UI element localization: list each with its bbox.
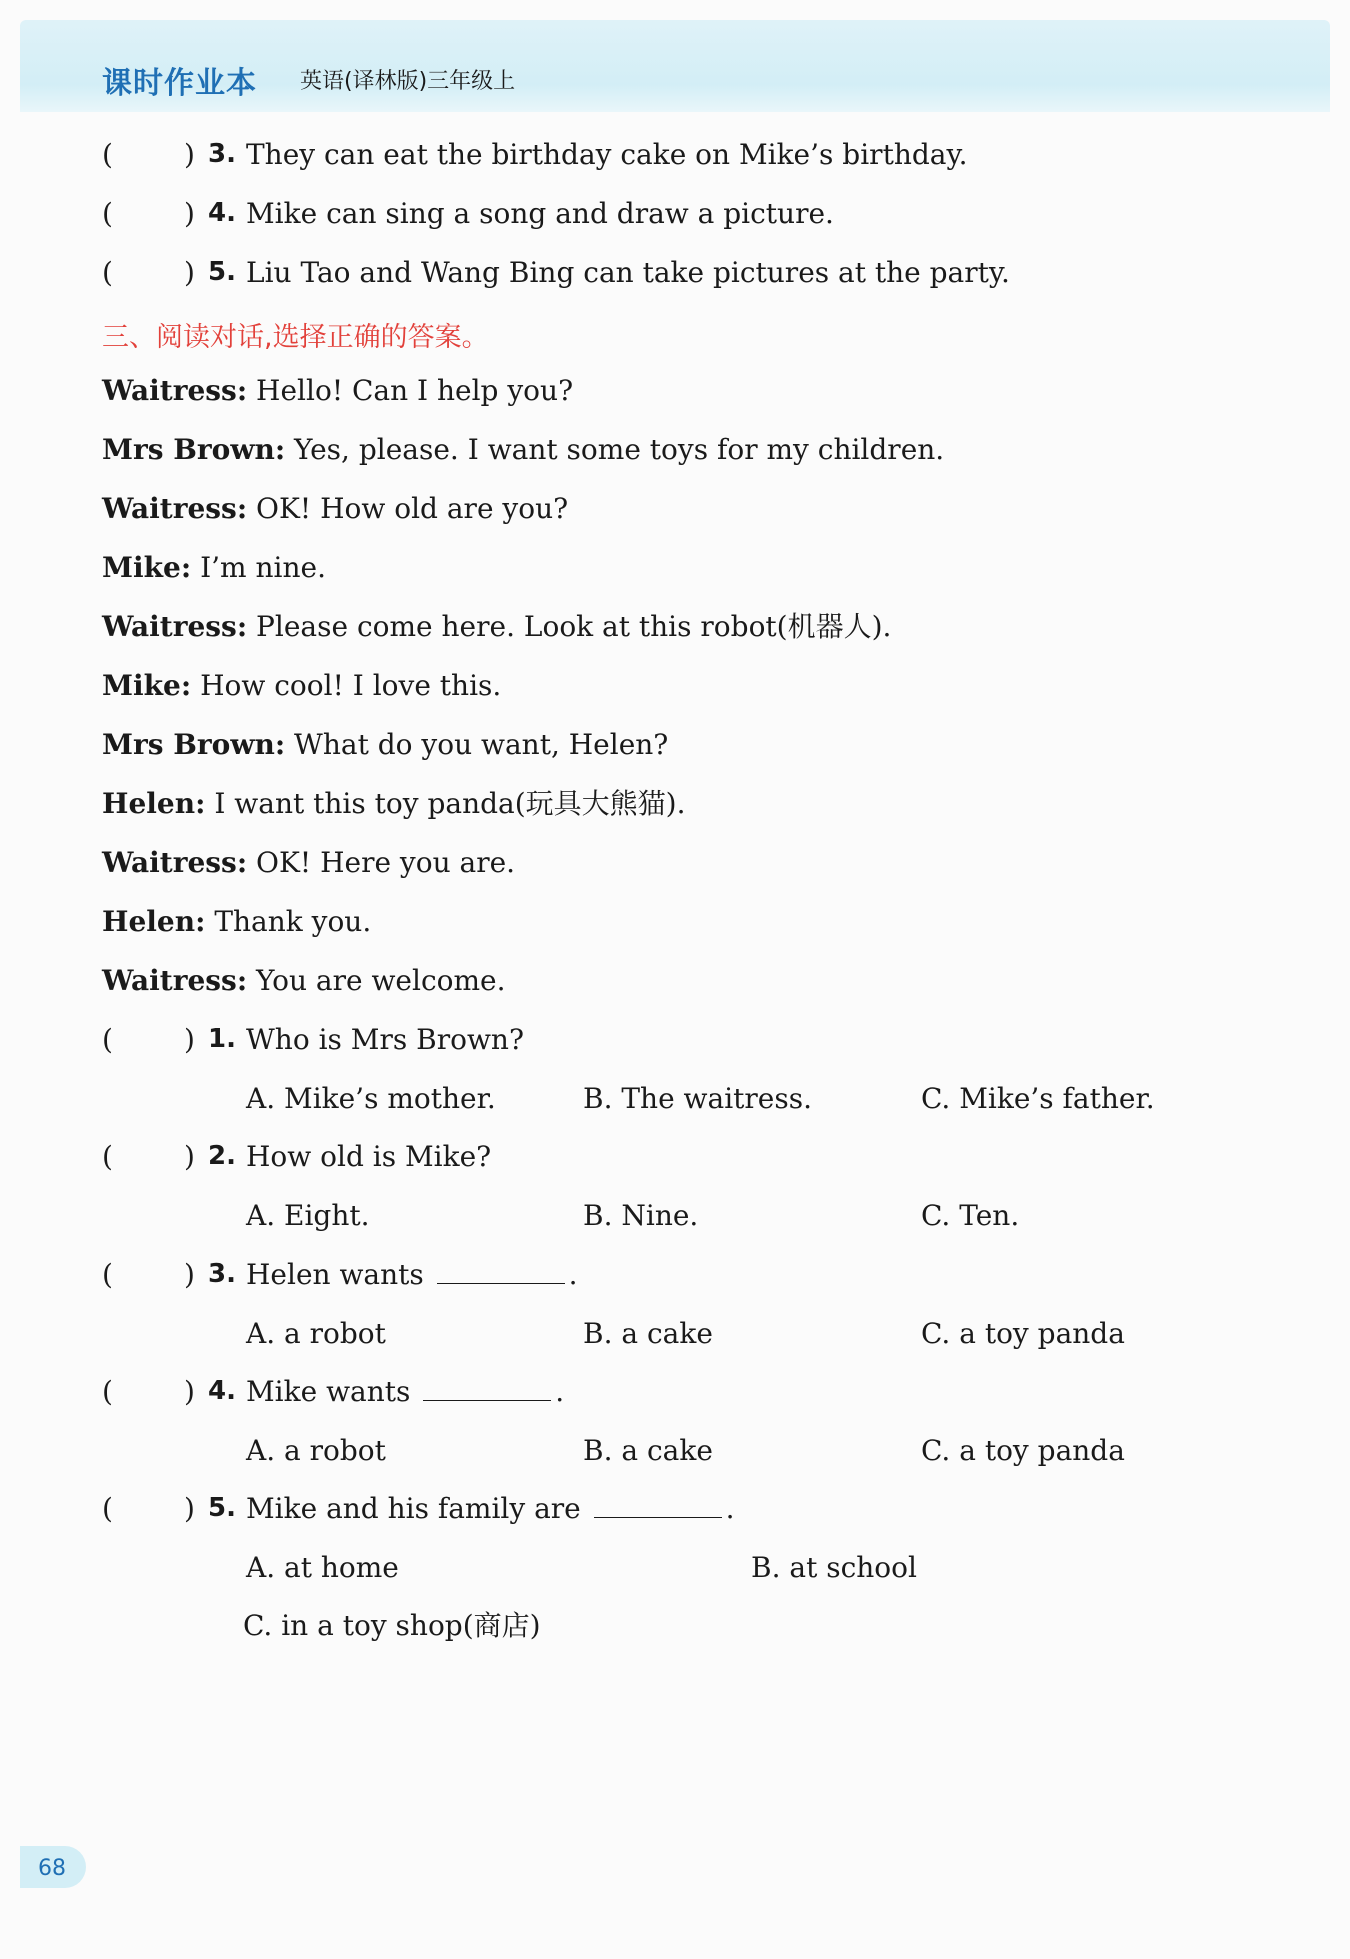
speaker-name: Helen: (102, 905, 206, 938)
question-number: 5. (208, 1493, 236, 1523)
option-c: C. in a toy shop(商店) (243, 1609, 541, 1642)
option-c: C. Mike’s father. (921, 1082, 1155, 1115)
speech-text: I’m nine. (191, 551, 326, 584)
option-a: A. at home (246, 1551, 399, 1584)
question-tail: . (568, 1258, 578, 1291)
question-stem: Mike wants (246, 1375, 411, 1408)
speech-text: You are welcome. (247, 964, 506, 997)
answer-paren-open: ( (102, 197, 113, 230)
option-b: B. The waitress. (583, 1082, 813, 1115)
answer-paren-close: ) (184, 197, 195, 230)
speaker-name: Waitress: (102, 610, 248, 643)
question-text (246, 1258, 578, 1291)
option-b: B. Nine. (583, 1199, 699, 1232)
answer-paren-open: ( (102, 1258, 113, 1291)
option-a: A. a robot (246, 1317, 386, 1350)
speech-text: OK! Here you are. (247, 846, 516, 879)
speech-text: Yes, please. I want some toys for my children. (285, 433, 945, 466)
speech-text: I want this toy panda(玩具大熊猫). (205, 787, 686, 820)
question-number: 2. (208, 1141, 236, 1171)
question-text (246, 1375, 565, 1408)
dialogue-line (102, 728, 669, 761)
answer-blank[interactable] (437, 1263, 565, 1284)
speaker-name: Waitress: (102, 492, 248, 525)
speech-text: Thank you. (205, 905, 372, 938)
dialogue-line (102, 433, 945, 466)
item-number: 4. (208, 198, 236, 228)
option-c: C. a toy panda (921, 1317, 1125, 1350)
option-a: A. a robot (246, 1434, 386, 1467)
dialogue-line (102, 846, 516, 879)
question-text: How old is Mike? (246, 1140, 492, 1173)
dialogue-line (102, 610, 892, 643)
answer-paren-close: ) (184, 1375, 195, 1408)
item-number: 5. (208, 257, 236, 287)
item-text: Liu Tao and Wang Bing can take pictures at the party. (246, 256, 1010, 289)
question-tail: . (725, 1492, 735, 1525)
option-c: C. Ten. (921, 1199, 1020, 1232)
speech-text: What do you want, Helen? (285, 728, 669, 761)
book-subtitle: 英语(译林版)三年级上 (300, 69, 516, 94)
answer-paren-close: ) (184, 138, 195, 171)
item-text: Mike can sing a song and draw a picture. (246, 197, 834, 230)
speaker-name: Waitress: (102, 846, 248, 879)
answer-blank[interactable] (594, 1497, 722, 1518)
answer-paren-close: ) (184, 1492, 195, 1525)
speaker-name: Mike: (102, 551, 192, 584)
option-a: A. Eight. (246, 1199, 370, 1232)
dialogue-line (102, 374, 574, 407)
question-stem: Helen wants (246, 1258, 424, 1291)
option-c: C. a toy panda (921, 1434, 1125, 1467)
dialogue-line (102, 492, 569, 525)
dialogue-line (102, 787, 686, 820)
answer-blank[interactable] (423, 1380, 551, 1401)
answer-paren-close: ) (184, 256, 195, 289)
answer-paren-open: ( (102, 1023, 113, 1056)
speech-text: OK! How old are you? (247, 492, 569, 525)
question-tail: . (555, 1375, 565, 1408)
answer-paren-open: ( (102, 1375, 113, 1408)
page-number: 68 (38, 1856, 66, 1881)
question-text: Who is Mrs Brown? (246, 1023, 524, 1056)
answer-paren-close: ) (184, 1258, 195, 1291)
speaker-name: Mrs Brown: (102, 728, 286, 761)
speech-text: Please come here. Look at this robot(机器人). (247, 610, 892, 643)
option-b: B. at school (751, 1551, 917, 1584)
speaker-name: Waitress: (102, 374, 248, 407)
answer-paren-close: ) (184, 1023, 195, 1056)
speech-text: How cool! I love this. (191, 669, 502, 702)
speaker-name: Waitress: (102, 964, 248, 997)
question-number: 3. (208, 1259, 236, 1289)
dialogue-line (102, 905, 372, 938)
answer-paren-open: ( (102, 138, 113, 171)
question-stem: Mike and his family are (246, 1492, 581, 1525)
dialogue-line (102, 551, 326, 584)
speaker-name: Mike: (102, 669, 192, 702)
option-a: A. Mike’s mother. (246, 1082, 496, 1115)
speech-text: Hello! Can I help you? (247, 374, 574, 407)
speaker-name: Helen: (102, 787, 206, 820)
question-number: 1. (208, 1024, 236, 1054)
item-text: They can eat the birthday cake on Mike’s birthday. (246, 138, 968, 171)
answer-paren-open: ( (102, 1140, 113, 1173)
option-b: B. a cake (583, 1434, 713, 1467)
answer-paren-open: ( (102, 1492, 113, 1525)
question-number: 4. (208, 1376, 236, 1406)
question-text (246, 1492, 735, 1525)
book-title: 课时作业本 (102, 66, 257, 101)
answer-paren-close: ) (184, 1140, 195, 1173)
option-b: B. a cake (583, 1317, 713, 1350)
item-number: 3. (208, 139, 236, 169)
dialogue-line (102, 669, 502, 702)
answer-paren-open: ( (102, 256, 113, 289)
section-3-title: 三、阅读对话,选择正确的答案。 (102, 322, 489, 353)
speaker-name: Mrs Brown: (102, 433, 286, 466)
dialogue-line (102, 964, 506, 997)
